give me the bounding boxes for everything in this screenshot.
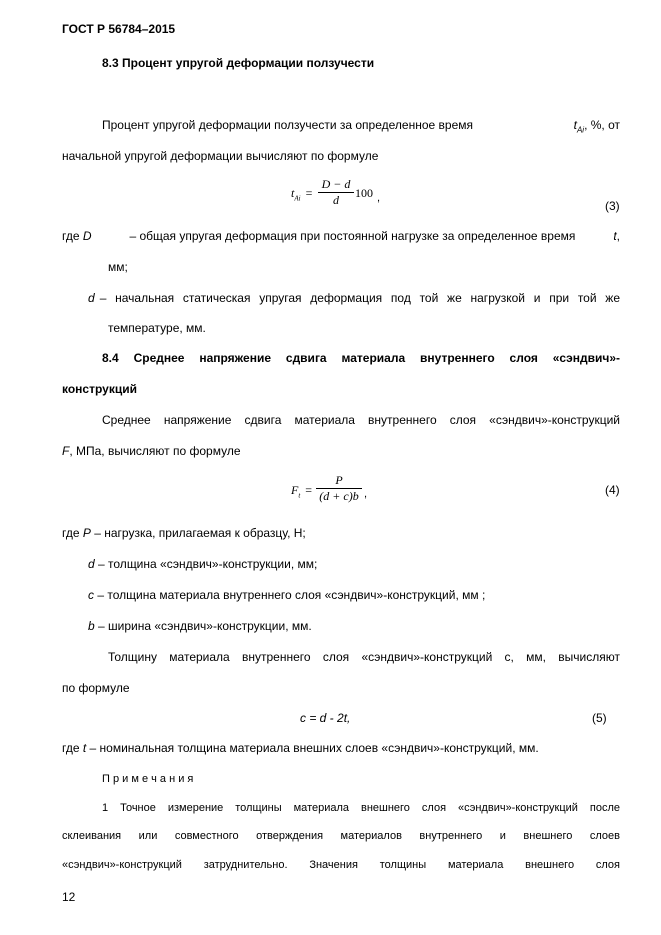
section-8-4-heading-line-1: 8.4 Среднее напряжение сдвига материала внутреннего слоя «сэндвич»- [102,351,620,365]
where-P-line: где P – нагрузка, прилагаемая к образцу, Н; [62,526,306,540]
note-1-line-2: склеивания или совместного отверждения материалов внутреннего и внешнего слоев [62,830,620,842]
formula-5-expression: c = d - 2t, [300,711,351,725]
paragraph-8-4-line-1: Среднее напряжение сдвига материала внутреннего слоя «сэндвич»-конструкций [102,413,620,427]
paragraph-text: Процент упругой деформации ползучести за определенное время [102,118,473,132]
formula-4-number: (4) [605,483,620,497]
note-1-line-1: 1 Точное измерение толщины материала внешнего слоя «сэндвич»-конструкций после [102,802,620,814]
notes-title: П р и м е ч а н и я [102,773,194,785]
paragraph-8-3-line-1 [102,118,620,134]
where-d-thickness-line: d – толщина «сэндвич»-конструкции, мм; [88,557,318,571]
formula-5-number: (5) [592,711,607,725]
formula-4-lhs: $F_t$ = [291,483,313,500]
where-d-line: d – начальная статическая упругая деформация под той же нагрузкой и при той же [88,291,620,305]
where-c-line: c – толщина материала внутреннего слоя «сэндвич»-конструкций, мм ; [88,588,486,602]
time-variable: $t_{Ai}$, %, от [573,118,620,135]
note-1-line-3: «сэндвич»-конструкций затруднительно. Значения толщины материала внешнего слоя [62,859,620,871]
formula-3-comma: , [377,192,381,204]
where-t-line: где t – номинальная толщина материала внешних слоев «сэндвич»-конструкций, мм. [62,741,539,755]
where-D-unit: мм; [108,260,128,274]
paragraph-thickness-line-1: Толщину материала внутреннего слоя «сэндвич»-конструкций с, мм, вычисляют [108,650,620,664]
formula-3-multiplier: 100 [355,186,373,200]
page-number: 12 [62,890,76,904]
formula-4-comma: , [364,488,368,500]
where-d-continuation: температуре, мм. [108,321,206,335]
where-b-line: b – ширина «сэндвич»-конструкции, мм. [88,619,312,633]
section-8-3-heading: 8.3 Процент упругой деформации ползучести [102,56,375,70]
section-8-4-heading-line-2: конструкций [62,382,137,396]
formula-4-fraction: P (d + c)b [316,473,362,504]
paragraph-thickness-line-2: по формуле [62,681,130,695]
paragraph-8-3-line-2: начальной упругой деформации вычисляют по формуле [62,149,379,163]
paragraph-8-4-line-2: F, МПа, вычисляют по формуле [62,444,241,458]
formula-3-fraction: D − d d [318,177,354,208]
document-header: ГОСТ Р 56784–2015 [62,22,176,36]
formula-3-number: (3) [605,199,620,213]
formula-3-lhs: $t_{Ai}$ = [291,186,313,203]
where-D-line: где D – общая упругая деформация при постоянной нагрузке за определенное время t, [62,229,620,243]
